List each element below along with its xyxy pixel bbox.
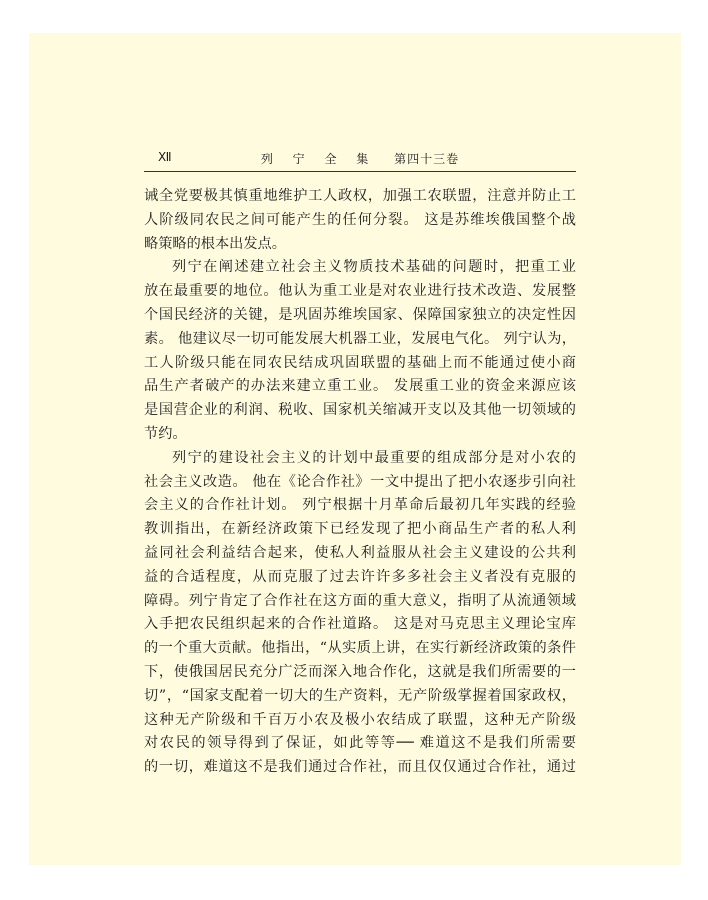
text-line: 品生产者破产的办法来建立重工业。 发展重工业的资金来源应该: [144, 378, 576, 395]
text-line: 的一切，难道这不是我们通过合作社，而且仅仅通过合作社，通过: [144, 759, 576, 776]
text-line: 会主义的合作社计划。 列宁根据十月革命后最初几年实践的经验: [144, 497, 576, 514]
body-text: [144, 185, 576, 780]
text-line: 对农民的领导得到了保证，如此等等── 难道这不是我们所需要: [144, 735, 576, 752]
text-line: 放在最重要的地位。他认为重工业是对农业进行技术改造、发展整: [144, 283, 576, 300]
text-line: 的一个重大贡献。他指出，“从实质上讲，在实行新经济政策的条件: [144, 640, 576, 657]
text-line: 素。 他建议尽一切可能发展大机器工业，发展电气化。 列宁认为，: [144, 330, 576, 347]
running-header: [144, 148, 576, 170]
text-line: 这种无产阶级和千百万小农及极小农结成了联盟，这种无产阶级: [144, 711, 576, 728]
text-line: 工人阶级只能在同农民结成巩固联盟的基础上而不能通过使小商: [144, 354, 576, 371]
book-title: 列 宁 全 集: [260, 152, 377, 166]
text-line: 社会主义改造。 他在《论合作社》一文中提出了把小农逐步引向社: [144, 473, 576, 490]
volume-label: 第四十三卷: [394, 152, 460, 166]
text-line: 诫全党要极其慎重地维护工人政权，加强工农联盟，注意并防止工: [144, 188, 576, 204]
text-line: 人阶级同农民之间可能产生的任何分裂。 这是苏维埃俄国整个战: [144, 211, 576, 228]
text-line: 切”，“国家支配着一切大的生产资料，无产阶级掌握着国家政权，: [144, 687, 576, 704]
text-line: 是国营企业的利润、税收、国家机关缩减开支以及其他一切领域的: [144, 402, 576, 419]
text-line: 节约。: [144, 425, 187, 442]
text-line: 略策略的根本出发点。: [144, 235, 286, 252]
text-line: 列宁的建设社会主义的计划中最重要的组成部分是对小农的: [172, 449, 576, 466]
text-line: 列宁在阐述建立社会主义物质技术基础的问题时，把重工业: [172, 259, 576, 276]
text-line: 障碍。列宁肯定了合作社在这方面的重大意义，指明了从流通领域: [144, 592, 576, 609]
text-line: 益的合适程度，从而克服了过去许许多多社会主义者没有克服的: [144, 568, 576, 585]
page-number: Ⅻ: [158, 150, 172, 164]
header-center: [144, 150, 576, 167]
text-line: 下，使俄国居民充分广泛而深入地合作化，这就是我们所需要的一: [144, 663, 576, 680]
text-line: 入手把农民组织起来的合作社道路。 这是对马克思主义理论宝库: [144, 616, 576, 633]
text-line: 个国民经济的关键，是巩固苏维埃国家、保障国家独立的决定性因: [144, 306, 576, 323]
text-line: 益同社会利益结合起来，使私人利益服从社会主义建设的公共利: [144, 544, 576, 561]
header-rule: [144, 171, 576, 172]
text-line: 教训指出，在新经济政策下已经发现了把小商品生产者的私人利: [144, 521, 576, 538]
